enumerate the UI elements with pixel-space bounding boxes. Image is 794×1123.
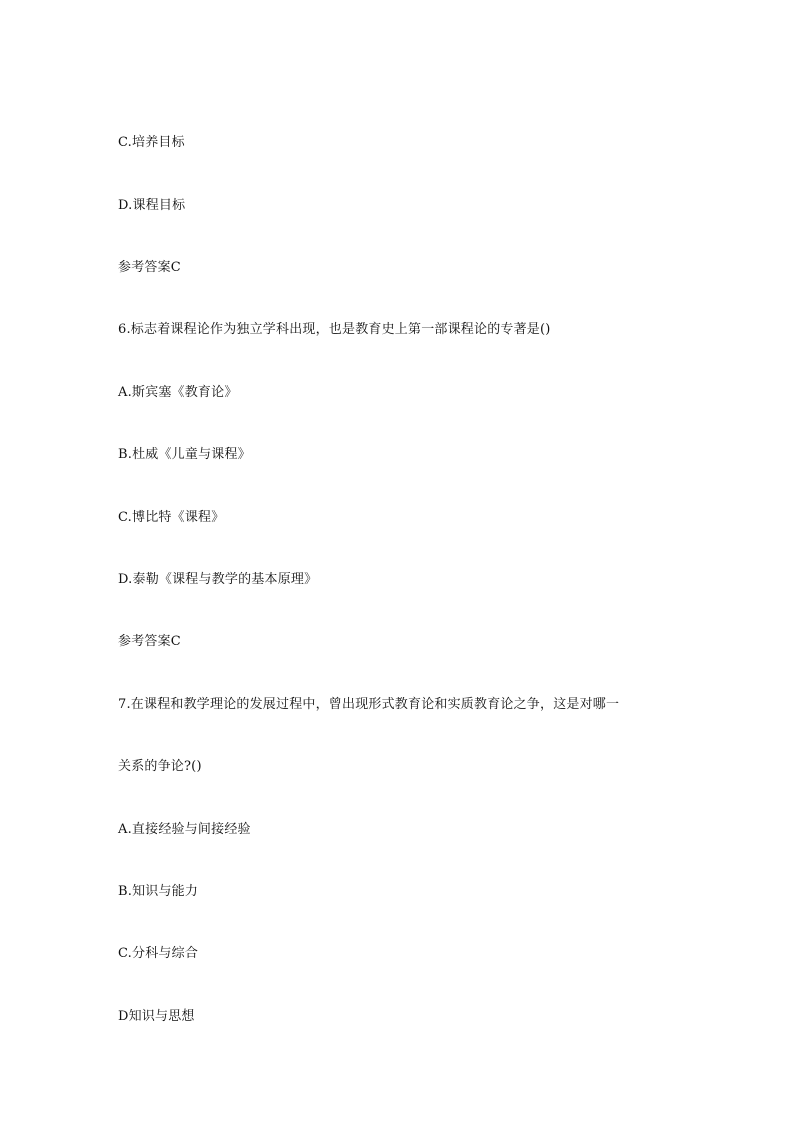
q6-question: 6.标志着课程论作为独立学科出现，也是教育史上第一部课程论的专著是()	[118, 322, 551, 337]
q7-question-line1: 7.在课程和教学理论的发展过程中，曾出现形式教育论和实质教育论之争，这是对哪一	[118, 697, 620, 712]
q6-option-c: C.博比特《课程》	[118, 510, 225, 525]
q5-option-c: C.培养目标	[118, 135, 185, 150]
q7-option-d: D知识与思想	[118, 1009, 195, 1024]
q6-option-d: D.泰勒《课程与教学的基本原理》	[118, 572, 318, 587]
q7-option-c: C.分科与综合	[118, 946, 199, 961]
q7-option-b: B.知识与能力	[118, 884, 199, 899]
q7-option-a: A.直接经验与间接经验	[118, 822, 251, 837]
q6-answer: 参考答案C	[118, 634, 181, 649]
q7-question-line2: 关系的争论?()	[118, 759, 202, 774]
q6-option-b: B.杜威《儿童与课程》	[118, 447, 251, 462]
q6-option-a: A.斯宾塞《教育论》	[118, 385, 238, 400]
q5-option-d: D.课程目标	[118, 198, 186, 213]
q5-answer: 参考答案C	[118, 260, 181, 275]
